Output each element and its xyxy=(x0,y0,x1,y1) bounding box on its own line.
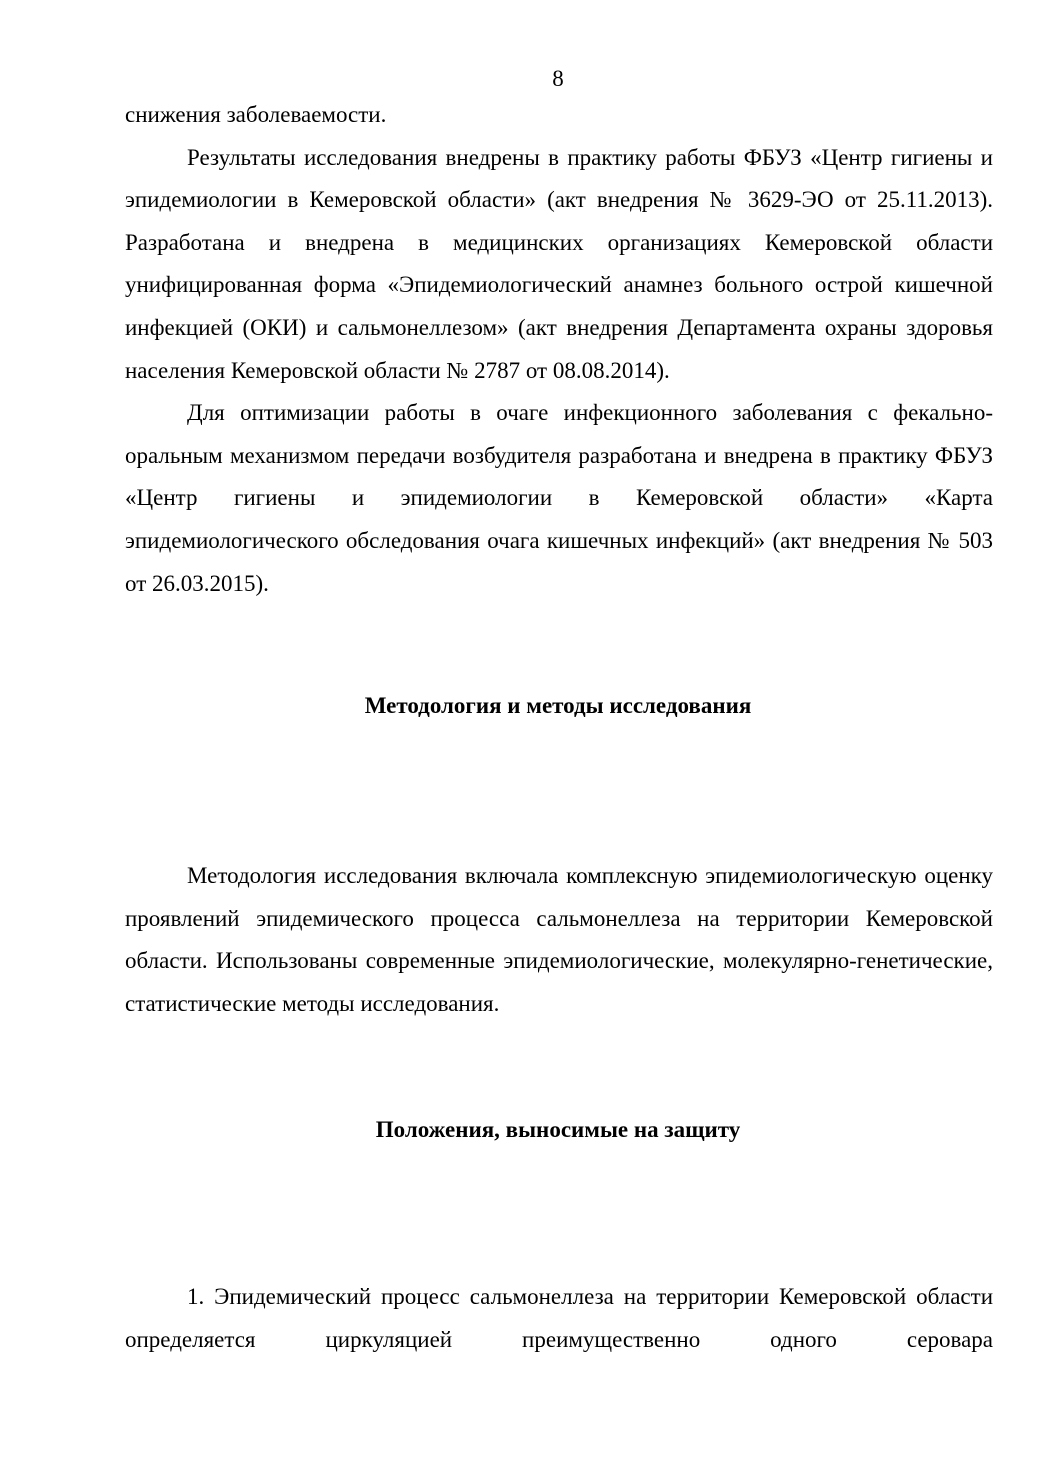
intro-text-block xyxy=(125,94,993,605)
page-number: 8 xyxy=(552,66,564,91)
results-paragraph: Результаты исследования внедрены в практику работы ФБУЗ «Центр гигиены и эпидемиологии в Кемеровской области» (акт внедрения № 3629-ЭО от 25.11.2013). Разработана и внедрена в медицинских организациях Кемеровской области унифицированная форма «Эпидемиологический анамнез больного острой кишечной инфекцией (ОКИ) и сальмонеллезом» (акт внедрения Департамента охраны здоровья населения Кемеровской области № 2787 от 08.08.2014). xyxy=(125,144,993,383)
provisions-text-block xyxy=(125,1276,993,1361)
methodology-text-block xyxy=(125,855,993,1025)
provision-1-paragraph: 1. Эпидемический процесс сальмонеллеза на территории Кемеровской области определяется циркуляцией преимущественно одного серовара xyxy=(125,1284,993,1352)
methodology-paragraph: Методология исследования включала комплексную эпидемиологическую оценку проявлений эпидемического процесса сальмонеллеза на территории Кемеровской области. Использованы современные эпидемиологические, молекулярно-генетические, статистические методы исследования. xyxy=(125,863,993,1016)
optimization-paragraph: Для оптимизации работы в очаге инфекционного заболевания с фекально-оральным механизмом передачи возбудителя разработана и внедрена в практику ФБУЗ «Центр гигиены и эпидемиологии в Кемеровской области» «Карта эпидемиологического обследования очага кишечных инфекций» (акт внедрения № 503 от 26.03.2015). xyxy=(125,400,993,596)
methodology-heading: Методология и методы исследования xyxy=(364,693,752,718)
continuation-paragraph: снижения заболеваемости. xyxy=(125,102,387,127)
provisions-heading: Положения, выносимые на защиту xyxy=(375,1117,741,1142)
